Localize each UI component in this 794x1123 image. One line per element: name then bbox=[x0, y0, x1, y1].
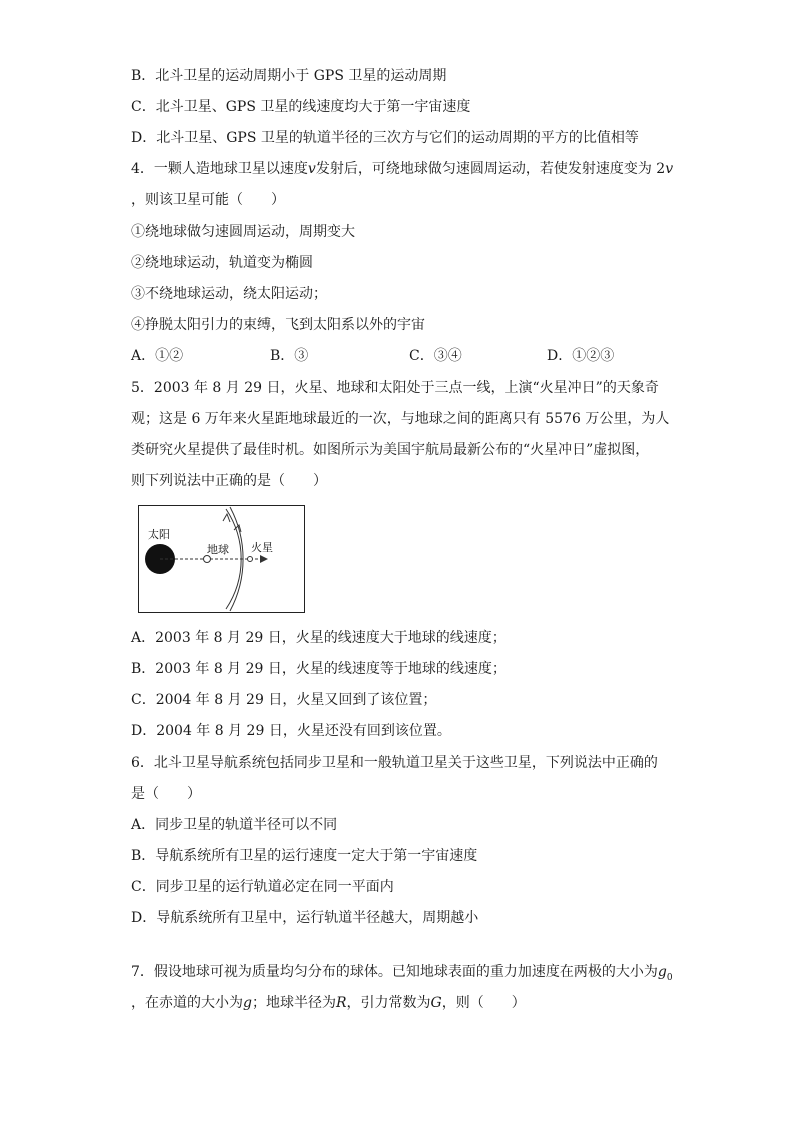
mars-opposition-figure bbox=[138, 505, 305, 613]
q6-stem-line-1: 6．北斗卫星导航系统包括同步卫星和一般轨道卫星关于这些卫星，下列说法中正确的 bbox=[131, 755, 658, 771]
q7-stem-text-e: ，则（ ） bbox=[441, 995, 526, 1011]
earth-label: 地球 bbox=[207, 543, 229, 556]
q4-stem-text-b: 发射后，可绕地球做匀速圆周运动，若使发射速度变为 2 bbox=[315, 161, 666, 177]
q3-option-c: C．北斗卫星、GPS 卫星的线速度均大于第一宇宙速度 bbox=[131, 99, 471, 115]
q4-option-c: C．③④ bbox=[409, 348, 462, 364]
q5-stem-line-3: 类研究火星提供了最佳时机。如图所示为美国宇航局最新公布的“火星冲日”虚拟图， bbox=[131, 442, 650, 458]
q5-stem-line-4: 则下列说法中正确的是（ ） bbox=[131, 473, 327, 489]
q5-option-c: C．2004 年 8 月 29 日，火星又回到了该位置； bbox=[131, 692, 437, 708]
earth-marker bbox=[204, 556, 211, 563]
q4-stem-line-2: ，则该卫星可能（ ） bbox=[131, 192, 285, 208]
mars-label: 火星 bbox=[251, 541, 273, 554]
q4-item-4: ④挣脱太阳引力的束缚，飞到太阳系以外的宇宙 bbox=[131, 317, 425, 333]
q6-stem-line-2: 是（ ） bbox=[131, 786, 201, 802]
q7-var-g0: g bbox=[657, 964, 667, 980]
q4-item-2: ②绕地球运动，轨道变为椭圆 bbox=[131, 255, 313, 271]
q5-option-b: B．2003 年 8 月 29 日，火星的线速度等于地球的线速度； bbox=[131, 661, 506, 677]
q5-stem-line-2: 观；这是 6 万年来火星距地球最近的一次，与地球之间的距离只有 5576 万公里，为人 bbox=[131, 411, 670, 427]
q6-option-c: C．同步卫星的运行轨道必定在同一平面内 bbox=[131, 879, 394, 895]
q3-option-b: B．北斗卫星的运动周期小于 GPS 卫星的运动周期 bbox=[131, 68, 447, 84]
q7-var-g0-subscript: 0 bbox=[666, 972, 673, 983]
sun-label: 太阳 bbox=[148, 528, 170, 541]
figure-svg bbox=[138, 505, 305, 613]
q7-var-R: R bbox=[335, 995, 347, 1011]
q5-option-d: D．2004 年 8 月 29 日，火星还没有回到该位置。 bbox=[131, 723, 451, 739]
q7-stem-text-d: ，引力常数为 bbox=[346, 995, 431, 1011]
q7-var-G: G bbox=[430, 995, 442, 1011]
q4-stem-text-a: 4．一颗人造地球卫星以速度 bbox=[131, 161, 308, 177]
q5-option-a: A．2003 年 8 月 29 日，火星的线速度大于地球的线速度； bbox=[131, 630, 506, 646]
q4-item-3: ③不绕地球运动，绕太阳运动； bbox=[131, 286, 327, 302]
q4-option-b: B．③ bbox=[270, 348, 309, 364]
q6-option-b: B．导航系统所有卫星的运行速度一定大于第一宇宙速度 bbox=[131, 848, 478, 864]
q6-option-d: D．导航系统所有卫星中，运行轨道半径越大，周期越小 bbox=[131, 910, 479, 926]
q4-stem-line-1 bbox=[131, 159, 673, 179]
q4-stem-var-v: v bbox=[307, 161, 316, 177]
q5-stem-line-1: 5．2003 年 8 月 29 日，火星、地球和太阳处于三点一线，上演“火星冲日”的天象奇 bbox=[131, 380, 659, 396]
q4-option-d: D．①②③ bbox=[547, 348, 615, 364]
q7-stem-line-1 bbox=[131, 962, 673, 988]
q4-stem-var-v2: v bbox=[665, 161, 674, 177]
q4-option-a: A．①② bbox=[131, 348, 184, 364]
q6-option-a: A．同步卫星的轨道半径可以不同 bbox=[131, 817, 338, 833]
q7-stem-line-2 bbox=[131, 993, 526, 1013]
q7-var-g: g bbox=[243, 995, 252, 1011]
mars-marker bbox=[248, 557, 253, 562]
q7-stem-text-b: ，在赤道的大小为 bbox=[131, 995, 243, 1011]
q4-item-1: ①绕地球做匀速圆周运动，周期变大 bbox=[131, 224, 355, 240]
q7-stem-text-c: ；地球半径为 bbox=[251, 995, 336, 1011]
q3-option-d: D．北斗卫星、GPS 卫星的轨道半径的三次方与它们的运动周期的平方的比值相等 bbox=[131, 130, 639, 146]
q7-stem-text-a: 7．假设地球可视为质量均匀分布的球体。已知地球表面的重力加速度在两极的大小为 bbox=[131, 964, 658, 980]
